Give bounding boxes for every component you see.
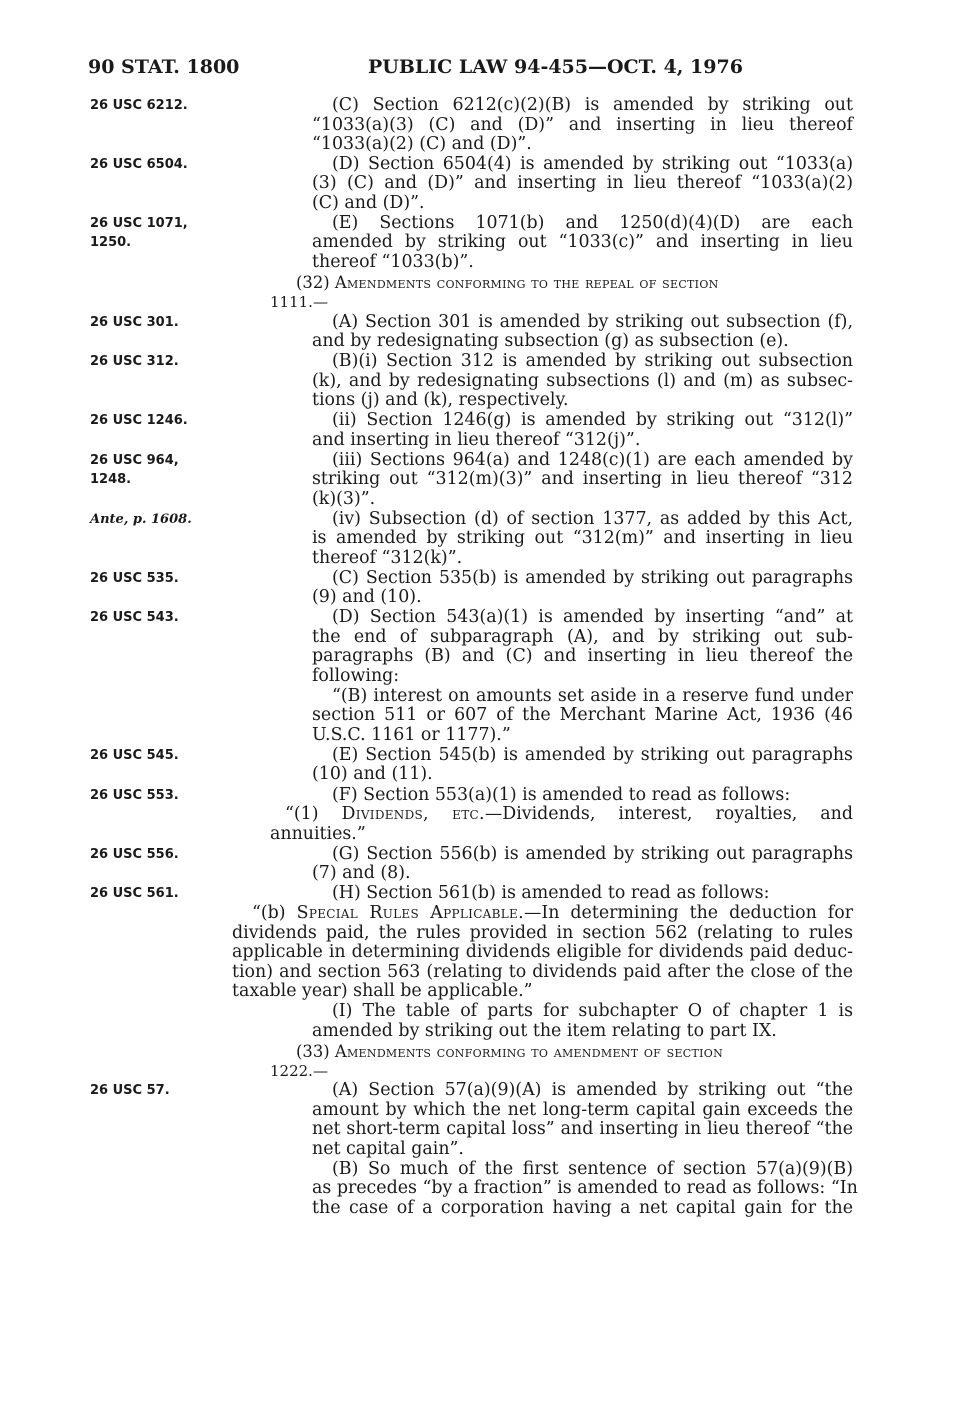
margin-note: 26 USC 561. [90,886,179,901]
statute-page-number: 90 STAT. 1800 [88,56,240,78]
text-line: (E) Sections 1071(b) and 1250(d)(4)(D) are each [332,213,853,233]
paragraph-number: “(1) [285,804,342,824]
text-line: “1033(a)(2) (C) and (D)”. [312,134,532,154]
text-line: amended by striking out the item relating to part IX. [312,1021,777,1041]
paragraph-text: —Dividends, interest, royalties, and [484,804,853,824]
text-line: annuities.” [270,824,366,844]
text-line: applicable in determining dividends eligible for dividends paid deduc- [232,942,853,962]
text-line: thereof “1033(b)”. [312,252,474,272]
text-line: (9) and (10). [312,587,422,607]
text-line: the case of a corporation having a net capital gain for the [312,1198,853,1218]
text-line [285,805,853,825]
text-line: (A) Section 301 is amended by striking out subsection (f), [332,312,853,332]
text-line: (C) Section 6212(c)(2)(B) is amended by striking out [332,95,853,115]
text-line: striking out “312(m)(3)” and inserting in lieu thereof “312 [312,469,853,489]
text-line: (G) Section 556(b) is amended by striking out paragraphs [332,844,853,864]
margin-note: 26 USC 535. [90,571,179,586]
text-line: U.S.C. 1161 or 1177).” [312,725,511,745]
text-line: (I) The table of parts for subchapter O of chapter 1 is [332,1001,853,1021]
text-line: (ii) Section 1246(g) is amended by striking out “312(l)” [332,410,853,430]
text-line: amount by which the net long-term capital gain exceeds the [312,1100,853,1120]
margin-note: 26 USC 556. [90,847,179,862]
section-heading [296,1042,853,1062]
text-line: (3) (C) and (D)” and inserting in lieu thereof “1033(a)(2) [312,173,853,193]
text-line: the end of subparagraph (A), and by striking out sub- [312,627,853,647]
section-heading-text: Amendments conforming to the repeal of section [334,273,719,292]
text-line: tions (j) and (k), respectively. [312,390,569,410]
text-line: 1111.— [270,293,328,311]
section-heading-text: Amendments conforming to amendment of section [334,1042,724,1061]
text-line: and inserting in lieu thereof “312(j)”. [312,430,641,450]
paragraph-heading: Dividends, etc. [341,804,485,824]
text-line: net capital gain”. [312,1139,464,1159]
text-line [252,904,853,924]
margin-note: 26 USC 57. [90,1083,170,1098]
margin-note: 26 USC 964, [90,453,179,468]
text-line: section 511 or 607 of the Merchant Marine Act, 1936 (46 [312,705,853,725]
section-number: (32) [296,273,335,292]
text-line: “1033(a)(3) (C) and (D)” and inserting in lieu thereof [312,115,853,135]
text-line: as precedes “by a fraction” is amended to read as follows: “In [312,1178,858,1198]
text-line: (C) and (D)”. [312,193,425,213]
text-line: (B)(i) Section 312 is amended by striking out subsection [332,351,853,371]
text-line: net short-term capital loss” and inserting in lieu thereof “the [312,1119,853,1139]
margin-note: 26 USC 312. [90,354,179,369]
paragraph-text: —In determining the deduction for [523,903,854,923]
text-line: (F) Section 553(a)(1) is amended to read as follows: [332,785,791,805]
text-line: following: [312,666,400,686]
text-line: (D) Section 543(a)(1) is amended by inserting “and” at [332,607,853,627]
text-line: dividends paid, the rules provided in section 562 (relating to rules [232,923,853,943]
text-line: (k), and by redesignating subsections (l) and (m) as subsec- [312,371,853,391]
section-heading [296,273,853,293]
margin-note: 26 USC 6212. [90,98,188,113]
text-line: (iv) Subsection (d) of section 1377, as added by this Act, [332,509,853,529]
paragraph-number: “(b) [252,903,297,923]
text-line: 1222.— [270,1062,328,1080]
text-line: (7) and (8). [312,863,411,883]
text-line: (C) Section 535(b) is amended by striking out paragraphs [332,568,853,588]
margin-note: 26 USC 545. [90,748,179,763]
text-line: paragraphs (B) and (C) and inserting in lieu thereof the [312,646,853,666]
text-line: (B) So much of the first sentence of section 57(a)(9)(B) [332,1159,853,1179]
text-line: (k)(3)”. [312,489,376,509]
margin-note: 1248. [90,472,132,487]
text-line: (H) Section 561(b) is amended to read as follows: [332,883,770,903]
text-line: (iii) Sections 964(a) and 1248(c)(1) are each amended by [332,450,853,470]
text-line: tion) and section 563 (relating to dividends paid after the close of the [232,962,853,982]
margin-note: 1250. [90,235,132,250]
text-line: and by redesignating subsection (g) as subsection (e). [312,331,789,351]
margin-note: 26 USC 1071, [90,216,188,231]
text-line: amended by striking out “1033(c)” and inserting in lieu [312,232,853,252]
margin-note: Ante, p. 1608. [90,512,192,527]
text-line: (10) and (11). [312,764,433,784]
text-line: (D) Section 6504(4) is amended by striking out “1033(a) [332,154,853,174]
margin-note: 26 USC 1246. [90,413,188,428]
text-line: thereof “312(k)”. [312,548,463,568]
text-line: taxable year) shall be applicable.” [232,981,533,1001]
margin-note: 26 USC 301. [90,315,179,330]
text-line: is amended by striking out “312(m)” and inserting in lieu [312,528,853,548]
running-head: PUBLIC LAW 94-455—OCT. 4, 1976 [368,56,743,78]
text-line: (A) Section 57(a)(9)(A) is amended by striking out “the [332,1080,853,1100]
margin-note: 26 USC 543. [90,610,179,625]
section-number: (33) [296,1042,335,1061]
paragraph-heading: Special Rules Applicable. [296,903,524,923]
margin-note: 26 USC 553. [90,788,179,803]
text-line: “(B) interest on amounts set aside in a reserve fund under [332,686,853,706]
text-line: (E) Section 545(b) is amended by striking out paragraphs [332,745,853,765]
margin-note: 26 USC 6504. [90,157,188,172]
